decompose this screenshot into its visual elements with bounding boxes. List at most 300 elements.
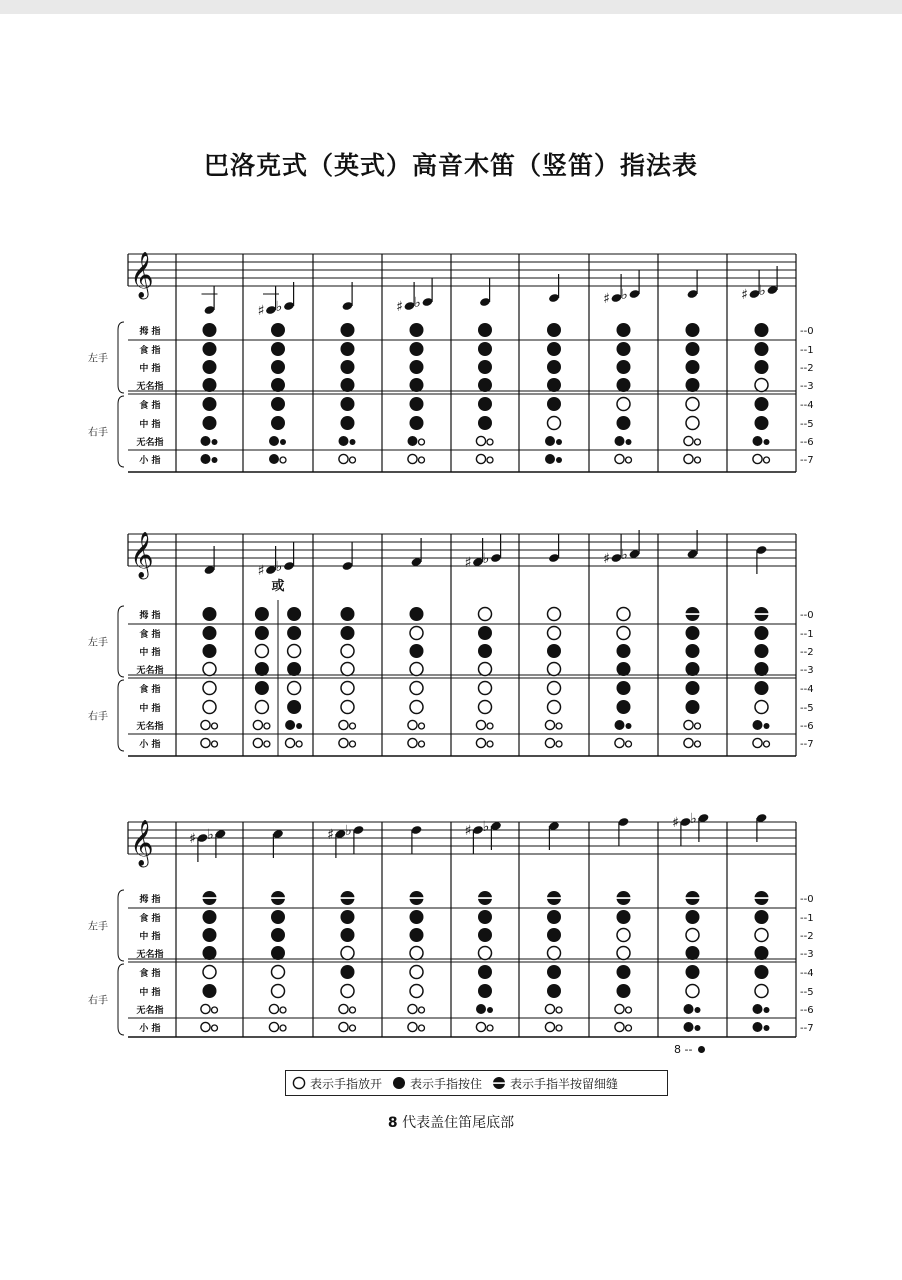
fingering-hole [547, 984, 561, 998]
hole-double-big-closed [684, 1022, 694, 1032]
hole-closed [547, 984, 561, 998]
fingering-hole [545, 454, 562, 464]
fingering-hole [615, 454, 632, 463]
fingering-hole [201, 1022, 218, 1031]
fingering-hole [203, 682, 216, 695]
fingering-hole [339, 1004, 356, 1013]
hole-closed [203, 397, 217, 411]
fingering-hole [617, 681, 631, 695]
hole-double-small-closed [764, 1025, 770, 1031]
hole-double-small-open [764, 741, 770, 747]
fingering-hole [753, 720, 770, 730]
hole-closed [686, 360, 700, 374]
hole-closed [755, 360, 769, 374]
hole-double-small-open [419, 457, 425, 463]
hole-double-small-closed [212, 457, 218, 463]
hole-double-big-open [339, 738, 348, 747]
hole-double-small-closed [764, 439, 770, 445]
hole-open [272, 966, 285, 979]
fingering-hole [478, 965, 492, 979]
note-head [207, 827, 226, 858]
sharp-icon: ♯ [189, 831, 196, 847]
fingering-hole [201, 436, 218, 446]
hole-open [617, 398, 630, 411]
hole-double-big-open [339, 454, 348, 463]
hole-open [686, 985, 699, 998]
hole-double-big-closed [201, 454, 211, 464]
fingering-hole [615, 436, 632, 446]
fingering-hole [548, 682, 561, 695]
flat-icon: ♭ [275, 299, 283, 315]
fingering-hole [755, 929, 768, 942]
finger-label: 无名指 [136, 382, 164, 392]
hole-double-big-open [476, 720, 485, 729]
hole-closed [686, 323, 700, 337]
legend-open [292, 1075, 382, 1092]
hole-double-big-open [753, 738, 762, 747]
hole-double-small-open [695, 741, 701, 747]
sharp-icon: ♯ [741, 287, 748, 303]
fingering-hole [341, 701, 354, 714]
fingering-hole [341, 910, 355, 924]
hole-closed [547, 910, 561, 924]
fingering-hole [287, 662, 301, 676]
hole-closed [755, 662, 769, 676]
finger-label: 无名指 [136, 950, 164, 960]
hole-closed [617, 910, 631, 924]
hole-double-small-closed [626, 723, 632, 729]
fingering-hole [547, 644, 561, 658]
fingering-hole [548, 701, 561, 714]
fingering-hole [339, 738, 356, 747]
fingering-hole [479, 947, 492, 960]
fingering-hole [408, 436, 425, 446]
hole-open [272, 985, 285, 998]
hole-closed [341, 342, 355, 356]
hole-open [255, 645, 268, 658]
hole-double-big-open [615, 454, 624, 463]
hole-double-small-closed [212, 439, 218, 445]
fingering-hole [479, 682, 492, 695]
hole-double-small-open [280, 457, 286, 463]
hole-open [479, 947, 492, 960]
fingering-hole [478, 910, 492, 924]
fingering-hole [339, 720, 356, 729]
hole-open [479, 608, 492, 621]
fingering-hole [410, 966, 423, 979]
flat-icon: ♭ [690, 811, 697, 827]
hole-double-big-open [253, 720, 262, 729]
hole-closed [478, 342, 492, 356]
fingering-hole [476, 454, 493, 463]
hole-double-small-closed [764, 723, 770, 729]
fingering-hole [272, 966, 285, 979]
finger-label: 无名指 [136, 1006, 164, 1016]
finger-label: 食 指 [139, 969, 161, 979]
fingering-hole [755, 946, 769, 960]
fingering-hole [255, 626, 269, 640]
fingering-hole [753, 738, 770, 747]
hole-open [203, 701, 216, 714]
sharp-icon: ♯ [603, 551, 610, 567]
fingering-hole [617, 398, 630, 411]
hole-open [341, 985, 354, 998]
fingering-hole [408, 738, 425, 747]
hole-half-gap [686, 613, 700, 615]
hole-closed [203, 984, 217, 998]
fingering-hole [271, 910, 285, 924]
fingering-hole [617, 910, 631, 924]
hole-closed [755, 681, 769, 695]
fingering-hole [617, 929, 630, 942]
closed-hole-icon [392, 1076, 406, 1090]
fingering-hole [410, 342, 424, 356]
fingering-hole [203, 663, 216, 676]
hole-double-small-open [695, 723, 701, 729]
fingering-hole [339, 454, 356, 463]
fingering-hole [755, 681, 769, 695]
hole-half-gap [755, 897, 769, 899]
hole-number: --5 [800, 987, 814, 998]
hole-double-small-closed [626, 439, 632, 445]
fingering-hole [686, 644, 700, 658]
fingering-hole [617, 965, 631, 979]
hole-double-small-open [487, 1025, 493, 1031]
fingering-hole [203, 910, 217, 924]
fingering-hole [410, 627, 423, 640]
finger-label: 中 指 [139, 988, 161, 998]
fingering-hole [547, 928, 561, 942]
hole-double-small-open [350, 1025, 356, 1031]
hole-closed [547, 928, 561, 942]
fingering-hole [341, 416, 355, 430]
fingering-hole [478, 342, 492, 356]
hole-double-big-closed [615, 436, 625, 446]
hole-closed [547, 378, 561, 392]
fingering-hole [478, 891, 492, 905]
hole-number: --4 [800, 684, 814, 695]
hole-closed [271, 342, 285, 356]
fingering-hole [547, 910, 561, 924]
hole-double-big-open [408, 738, 417, 747]
hole-double-small-closed [280, 439, 286, 445]
fingering-hole [285, 720, 302, 730]
hole-double-small-open [419, 741, 425, 747]
fingering-hole [548, 663, 561, 676]
fingering-hole [341, 663, 354, 676]
fingering-hole [288, 682, 301, 695]
hole-closed [255, 626, 269, 640]
flat-icon: ♭ [482, 819, 490, 835]
hole-double-small-closed [764, 1007, 770, 1013]
fingering-hole [476, 1004, 493, 1014]
fingering-hole [341, 928, 355, 942]
hole-open [410, 701, 423, 714]
hole-closed [203, 644, 217, 658]
hole-half-gap [271, 897, 285, 899]
hole-number: --0 [800, 894, 814, 905]
sharp-icon: ♯ [396, 299, 403, 315]
hole-open [255, 701, 268, 714]
sharp-icon: ♯ [672, 815, 679, 831]
fingering-hole [478, 397, 492, 411]
hole-closed [686, 378, 700, 392]
fingering-hole [203, 928, 217, 942]
hole-double-small-open [212, 723, 218, 729]
fingering-hole [410, 701, 423, 714]
fingering-hole [478, 416, 492, 430]
hole-double-small-open [419, 723, 425, 729]
fingering-hole [269, 1004, 286, 1013]
hole-double-big-open [269, 1004, 278, 1013]
flat-icon: ♭ [414, 295, 421, 311]
hole-closed [255, 607, 269, 621]
hole-number: --2 [800, 363, 814, 374]
hole-closed [617, 416, 631, 430]
finger-label: 小 指 [139, 456, 161, 466]
fingering-hole [755, 397, 769, 411]
finger-label: 食 指 [139, 685, 161, 695]
hole-closed [410, 644, 424, 658]
footnote-text: 代表盖住笛尾底部 [402, 1115, 515, 1131]
hole-open [410, 966, 423, 979]
hole-open [410, 682, 423, 695]
note-head [483, 819, 502, 850]
hole-closed [478, 378, 492, 392]
fingering-hole [410, 928, 424, 942]
hole-closed [686, 662, 700, 676]
hole-closed [617, 342, 631, 356]
hole-double-big-closed [684, 1004, 694, 1014]
fingering-hole [271, 928, 285, 942]
sharp-icon: ♯ [257, 303, 265, 319]
hole-number: --0 [800, 610, 814, 621]
hole-closed [271, 378, 285, 392]
fingering-hole [410, 644, 424, 658]
hole-double-small-open [626, 1025, 632, 1031]
hole-double-small-open [350, 457, 356, 463]
hole-number: --2 [800, 647, 814, 658]
hole-closed [617, 681, 631, 695]
hole-closed [203, 946, 217, 960]
hole-number: --3 [800, 949, 814, 960]
hole-double-big-closed [285, 720, 295, 730]
fingering-hole [686, 965, 700, 979]
fingering-hole [341, 323, 355, 337]
fingering-hole [341, 891, 355, 905]
sharp-icon: ♯ [464, 555, 472, 571]
hole-double-big-open [339, 720, 348, 729]
hole-double-small-closed [556, 457, 562, 463]
finger-label: 中 指 [139, 364, 161, 374]
hole-closed [617, 662, 631, 676]
hole-double-big-open [201, 738, 210, 747]
flat-icon: ♭ [482, 551, 490, 567]
fingering-hole [684, 738, 701, 747]
hole-open [617, 929, 630, 942]
finger-label: 无名指 [136, 666, 164, 676]
fingering-hole [686, 342, 700, 356]
fingering-hole [410, 607, 424, 621]
fingering-hole [617, 416, 631, 430]
note-head [548, 534, 560, 563]
fingering-hole [617, 360, 631, 374]
fingering-hole [410, 910, 424, 924]
fingering-hole [341, 645, 354, 658]
hole-open [341, 701, 354, 714]
fingering-hole [755, 360, 769, 374]
fingering-hole [271, 378, 285, 392]
fingering-hole [686, 360, 700, 374]
hole-double-small-closed [695, 1025, 701, 1031]
hole-closed [203, 378, 217, 392]
hole-open [686, 417, 699, 430]
finger-label: 小 指 [139, 1024, 161, 1034]
hole-closed [203, 607, 217, 621]
hole-closed [255, 662, 269, 676]
fingering-hole [615, 1022, 632, 1031]
hole-closed [617, 378, 631, 392]
hole-double-big-open [684, 720, 693, 729]
hole-double-small-closed [350, 439, 356, 445]
hole-closed [341, 360, 355, 374]
hole-double-big-closed [753, 1004, 763, 1014]
hole-double-big-closed [615, 720, 625, 730]
hole-closed [547, 397, 561, 411]
hole-open [548, 947, 561, 960]
fingering-hole [410, 378, 424, 392]
hole-closed [547, 342, 561, 356]
fingering-hole [341, 607, 355, 621]
hole-double-big-open [684, 454, 693, 463]
hole-closed [341, 928, 355, 942]
hole-closed [341, 626, 355, 640]
hole-open [755, 929, 768, 942]
fingering-hole [255, 681, 269, 695]
hole-number: --4 [800, 400, 814, 411]
hole-double-big-open [408, 1004, 417, 1013]
treble-clef-icon: 𝄞 [130, 252, 154, 298]
fingering-hole [341, 682, 354, 695]
hole-closed [755, 342, 769, 356]
hole-closed [341, 965, 355, 979]
hole-number: --7 [800, 1023, 814, 1034]
hole-double-big-open [545, 1022, 554, 1031]
hole-open [479, 701, 492, 714]
hole-double-big-open [545, 738, 554, 747]
hole-open [617, 608, 630, 621]
fingering-hole [753, 1004, 770, 1014]
fingering-hole [203, 360, 217, 374]
hole-half-gap [341, 897, 355, 899]
hole-half-gap [617, 897, 631, 899]
hole-closed [686, 681, 700, 695]
left-hand-brace [118, 606, 124, 677]
footnote [0, 1112, 902, 1132]
hole-double-small-open [626, 457, 632, 463]
fingering-hole [253, 720, 270, 729]
hole-double-big-closed [269, 454, 279, 464]
hole-closed [341, 416, 355, 430]
footnote-number: 8 [387, 1115, 398, 1131]
fingering-hole [617, 947, 630, 960]
hole-double-big-open [476, 454, 485, 463]
hole-double-big-open [476, 436, 485, 445]
fingering-hole [615, 720, 632, 730]
fingering-hole [755, 910, 769, 924]
hole-double-small-open [212, 741, 218, 747]
page-title: 巴洛克式（英式）高音木笛（竖笛）指法表 [203, 151, 698, 180]
left-hand-label: 左手 [88, 921, 108, 933]
hole-8-label: 8 -- [674, 1043, 693, 1056]
hole-number: --2 [800, 931, 814, 942]
hole-double-big-closed [201, 436, 211, 446]
hole-closed [410, 397, 424, 411]
hole-closed [478, 360, 492, 374]
hole-closed [341, 323, 355, 337]
hole-number: --6 [800, 721, 814, 732]
finger-label: 食 指 [139, 346, 161, 356]
hole-open [548, 608, 561, 621]
fingering-hole [686, 323, 700, 337]
fingering-hole [203, 323, 217, 337]
fingering-hole [617, 644, 631, 658]
fingering-hole [686, 910, 700, 924]
hole-closed [478, 416, 492, 430]
finger-label: 食 指 [139, 401, 161, 411]
hole-half-gap [547, 897, 561, 899]
note-head [276, 282, 295, 315]
fingering-hole [201, 1004, 218, 1013]
hole-closed [287, 607, 301, 621]
fingering-hole [686, 985, 699, 998]
hole-closed [686, 644, 700, 658]
hole-closed [478, 910, 492, 924]
fingering-hole [271, 946, 285, 960]
open-hole-icon [292, 1076, 306, 1090]
fingering-hole [617, 662, 631, 676]
fingering-hole [684, 1004, 701, 1014]
hole-open [686, 929, 699, 942]
fingering-hole [255, 701, 268, 714]
fingering-hole [478, 360, 492, 374]
finger-label: 食 指 [139, 630, 161, 640]
fingering-hole [478, 928, 492, 942]
fingering-hole [408, 1022, 425, 1031]
fingering-hole [686, 417, 699, 430]
hole-number: --7 [800, 455, 814, 466]
fingering-hole [617, 700, 631, 714]
hole-double-big-open [408, 454, 417, 463]
fingering-hole [755, 607, 769, 621]
hole-double-small-open [764, 457, 770, 463]
hole-double-big-closed [753, 436, 763, 446]
hole-half-gap [755, 613, 769, 615]
fingering-hole [548, 608, 561, 621]
hole-number: --1 [800, 913, 814, 924]
fingering-hole [408, 720, 425, 729]
fingering-hole [201, 454, 218, 464]
hole-open [410, 663, 423, 676]
hole-open [410, 627, 423, 640]
fingering-hole [203, 626, 217, 640]
hole-open [288, 682, 301, 695]
note-head [756, 545, 768, 574]
hole-double-small-open [212, 1025, 218, 1031]
hole-number: --5 [800, 703, 814, 714]
right-hand-brace [118, 396, 124, 467]
fingering-hole [341, 397, 355, 411]
